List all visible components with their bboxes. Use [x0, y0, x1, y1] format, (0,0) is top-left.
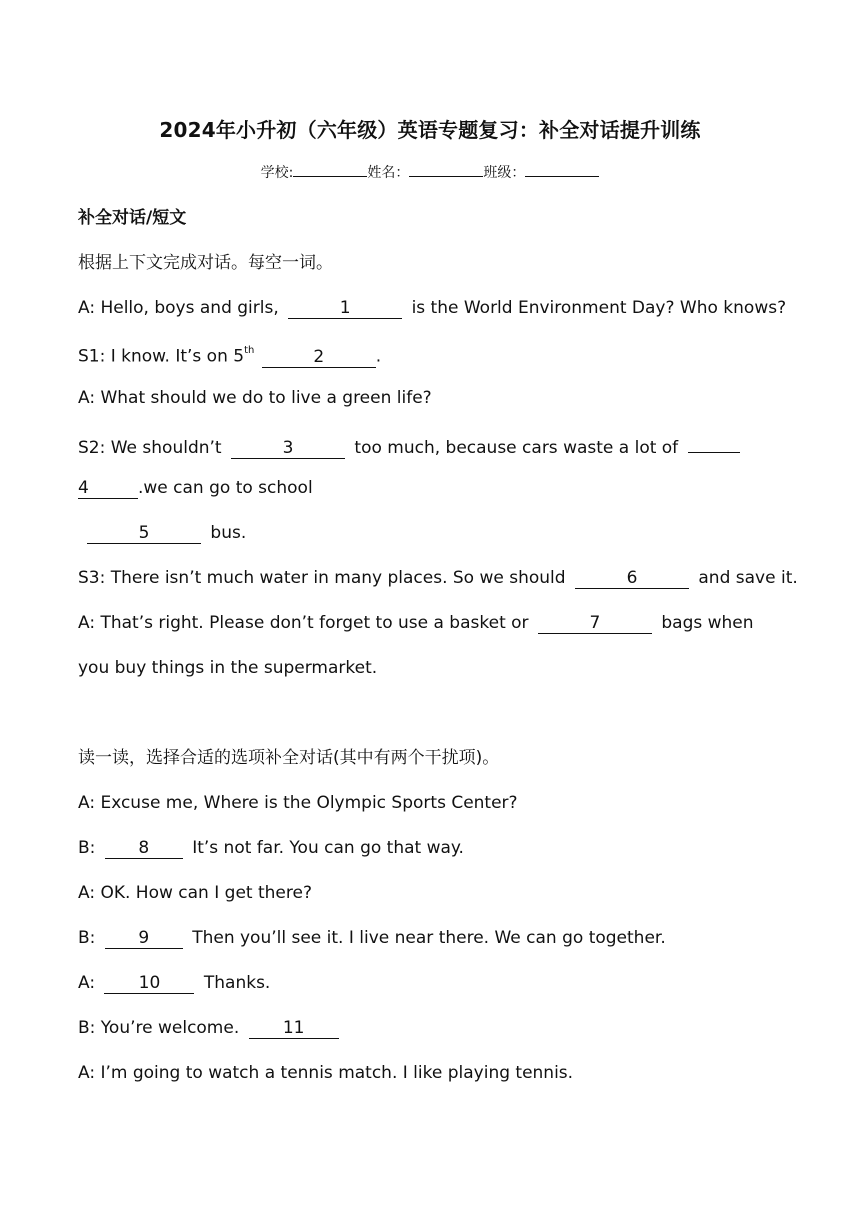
blank-2[interactable]: 2: [262, 347, 376, 368]
line-text: B:: [78, 838, 96, 858]
line-text: S2: We shouldn’t: [78, 438, 222, 458]
line-text: Then you’ll see it. I live near there. We can go together.: [192, 928, 666, 948]
dialogue-line: [78, 837, 464, 859]
dialogue-line: A: What should we do to live a green life?: [78, 388, 432, 408]
line-text: S3: There isn’t much water in many places. So we should: [78, 568, 566, 588]
line-text: Thanks.: [203, 973, 271, 993]
line-text: too much, because cars waste a lot of: [354, 438, 679, 458]
blank-5[interactable]: 5: [87, 523, 201, 544]
dialogue-line: [78, 612, 754, 634]
superscript: th: [244, 345, 255, 356]
dialogue-line: [78, 567, 798, 589]
line-text: A: Hello, boys and girls,: [78, 298, 279, 318]
line-text: .: [375, 346, 382, 367]
blank-10[interactable]: 10: [104, 973, 194, 994]
dialogue-line: A: OK. How can I get there?: [78, 883, 312, 903]
line-text: and save it.: [698, 568, 798, 588]
dialogue-line: you buy things in the supermarket.: [78, 658, 378, 678]
section-instruction: 读一读，选择合适的选项补全对话(其中有两个干扰项)。: [78, 748, 500, 768]
dialogue-line: [78, 972, 270, 994]
school-label: 学校:: [260, 165, 294, 181]
line-text: A: That’s right. Please don’t forget to use a basket or: [78, 613, 529, 633]
blank-1[interactable]: 1: [288, 298, 402, 319]
dialogue-line: [78, 432, 740, 459]
blank-7[interactable]: 7: [538, 613, 652, 634]
school-field[interactable]: [293, 162, 367, 177]
section-heading: 补全对话/短文: [78, 208, 187, 228]
class-field[interactable]: [525, 162, 599, 177]
blank-8[interactable]: 8: [105, 838, 183, 859]
dialogue-line: [78, 927, 666, 949]
blank-6[interactable]: 6: [575, 568, 689, 589]
line-text: It’s not far. You can go that way.: [192, 838, 464, 858]
dialogue-line: [78, 477, 313, 499]
dialogue-line: A: Excuse me, Where is the Olympic Sports Center?: [78, 793, 518, 813]
line-text: B:: [78, 928, 96, 948]
blank-9[interactable]: 9: [105, 928, 183, 949]
page-title: 2024年小升初（六年级）英语专题复习：补全对话提升训练: [159, 118, 701, 142]
student-info-line: [0, 162, 860, 182]
class-label: 班级：: [483, 165, 526, 181]
dialogue-line: A: I’m going to watch a tennis match. I like playing tennis.: [78, 1063, 574, 1083]
line-text: bus.: [210, 523, 247, 543]
name-field[interactable]: [409, 162, 483, 177]
dialogue-line: [78, 297, 786, 319]
section-instruction: 根据上下文完成对话。每空一词。: [78, 253, 333, 273]
blank-11[interactable]: 11: [249, 1018, 339, 1039]
blank-4[interactable]: 4: [78, 478, 138, 499]
line-text: is the World Environment Day? Who knows?: [411, 298, 787, 318]
name-label: 姓名：: [367, 165, 410, 181]
dialogue-line: [78, 1017, 339, 1039]
line-text: S1: I know. It’s on 5: [78, 346, 245, 367]
dialogue-line: [78, 342, 381, 368]
line-text: bags when: [661, 613, 754, 633]
dialogue-line: [78, 522, 246, 544]
line-text: .we can go to school: [138, 478, 313, 498]
line-text: A:: [78, 973, 96, 993]
line-text: B: You’re welcome.: [78, 1018, 240, 1038]
blank-4-start[interactable]: [688, 432, 740, 453]
blank-3[interactable]: 3: [231, 438, 345, 459]
